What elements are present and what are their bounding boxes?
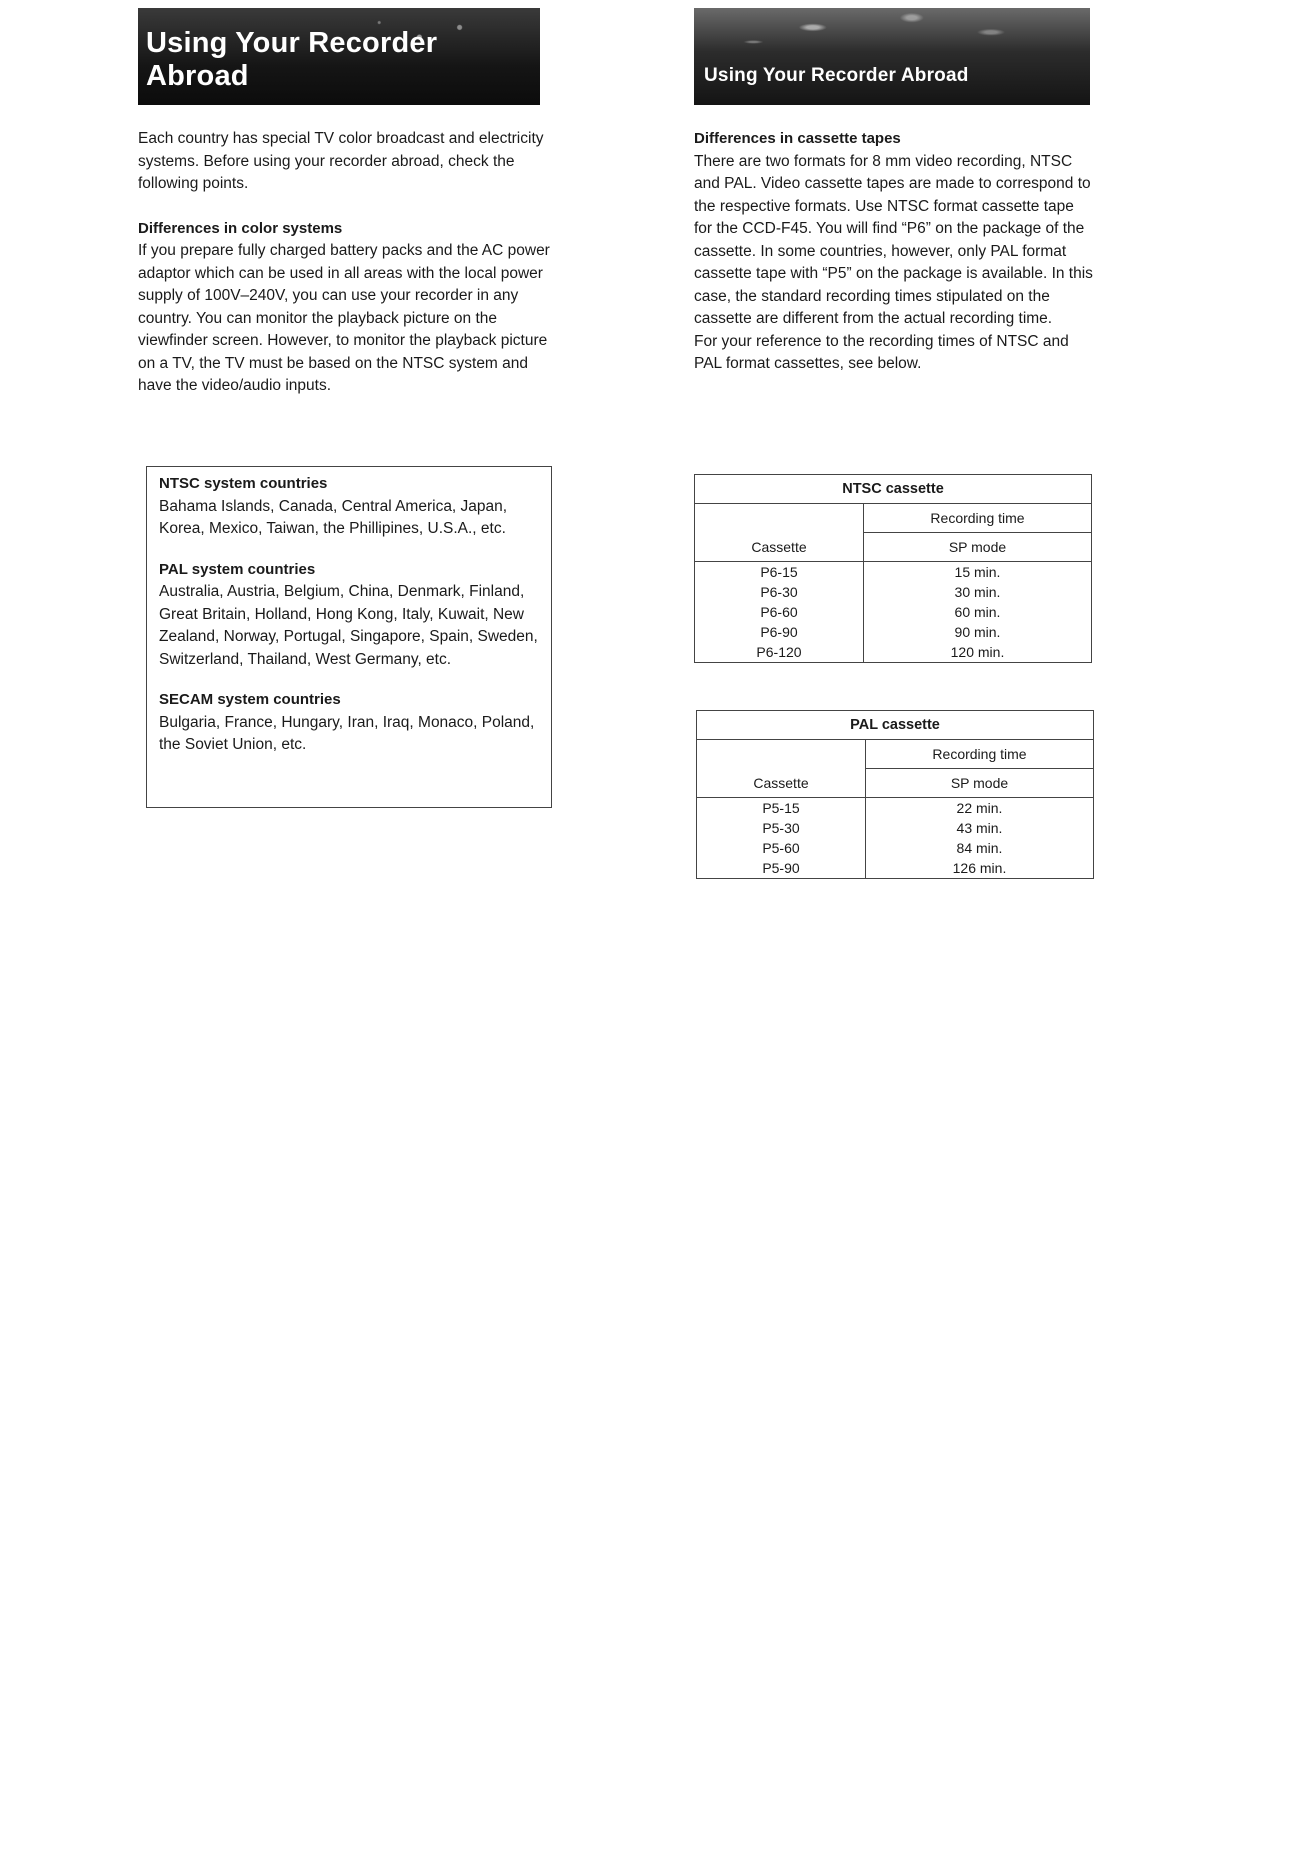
countries-box (146, 466, 552, 808)
time-cell: 30 min. (954, 584, 1001, 600)
pal-cassette-header: Cassette (697, 740, 866, 798)
cassette-cell: P5-30 (697, 818, 866, 838)
cassette-cell: P6-60 (695, 602, 864, 622)
table-row (695, 582, 1092, 602)
table-row (697, 798, 1094, 819)
pal-countries-group (159, 559, 541, 672)
cassette-cell: P5-90 (697, 858, 866, 879)
cassette-cell: P5-60 (697, 838, 866, 858)
pal-table-caption: PAL cassette (697, 711, 1094, 740)
cassette-tapes-heading: Differences in cassette tapes (694, 130, 901, 147)
table-row (697, 838, 1094, 858)
time-cell: 84 min. (956, 840, 1003, 856)
time-cell: 126 min. (952, 860, 1007, 876)
time-cell: 22 min. (956, 800, 1003, 816)
ntsc-sp-mode-header: SP mode (864, 533, 1092, 562)
secam-countries-group (159, 689, 541, 757)
time-cell: 60 min. (954, 604, 1001, 620)
ntsc-cassette-table (694, 474, 1092, 663)
time-cell: 15 min. (954, 564, 1001, 580)
intro-paragraph: Each country has special TV color broadcast and electricity systems. Before using your recorder abroad, check the following points. (138, 130, 544, 192)
pal-sp-mode-header: SP mode (866, 769, 1094, 798)
table-row (695, 622, 1092, 642)
right-title-banner (694, 8, 1090, 105)
ntsc-countries-list: Bahama Islands, Canada, Central America, Japan, Korea, Mexico, Taiwan, the Phillipines, U.S.A., etc. (159, 497, 508, 537)
secam-countries-heading: SECAM system countries (159, 691, 341, 708)
table-row (695, 642, 1092, 663)
table-row (697, 858, 1094, 879)
secam-countries-list: Bulgaria, France, Hungary, Iran, Iraq, Monaco, Poland, the Soviet Union, etc. (159, 713, 535, 753)
cassette-cell: P6-30 (695, 582, 864, 602)
cassette-tapes-paragraph: There are two formats for 8 mm video recording, NTSC and PAL. Video cassette tapes are made to correspond to the respective formats. Use NTSC format cassette tape for the CCD-F45. You will find “P6” on the package of the cassette. In some countries, however, only PAL format cassette tape with “P5” on the package is available. In this case, the standard recording times stipulated on the cassette are different from the actual recording time. (694, 152, 1093, 327)
time-cell: 43 min. (956, 820, 1003, 836)
time-cell: 90 min. (954, 624, 1001, 640)
cassette-cell: P6-120 (695, 642, 864, 663)
ntsc-cassette-header: Cassette (695, 504, 864, 562)
cassette-tapes-reference: For your reference to the recording times of NTSC and PAL format cassettes, see below. (694, 332, 1069, 372)
right-column (694, 128, 1094, 376)
time-cell: 120 min. (950, 644, 1005, 660)
table-row (695, 562, 1092, 583)
cassette-cell: P6-90 (695, 622, 864, 642)
cassette-cell: P6-15 (695, 562, 864, 583)
ntsc-table-caption: NTSC cassette (695, 475, 1092, 504)
ntsc-countries-group (159, 473, 541, 541)
pal-countries-heading: PAL system countries (159, 560, 316, 578)
pal-countries-list: Australia, Austria, Belgium, China, Denmark, Finland, Great Britain, Holland, Hong Kong, Italy, Kuwait, New Zealand, Norway, Portugal, Singapore, Spain, Sweden, Switzerland, Thailand, West Germany, etc. (159, 583, 538, 668)
color-systems-heading: Differences in color systems (138, 219, 343, 237)
color-systems-paragraph: If you prepare fully charged battery packs and the AC power adaptor which can be used in all areas with the local power supply of 100V–240V, you can use your recorder in any country. You can monitor the playback picture on the viewfinder screen. However, to monitor the playback picture on a TV, the TV must be based on the NTSC system and have the video/audio inputs. (138, 242, 550, 394)
ntsc-countries-heading: NTSC system countries (159, 475, 328, 492)
page-title: Using Your Recorder Abroad (146, 27, 438, 92)
pal-recording-time-header: Recording time (866, 740, 1094, 769)
cassette-cell: P5-15 (697, 798, 866, 819)
table-row (697, 818, 1094, 838)
running-title: Using Your Recorder Abroad (704, 65, 969, 86)
ntsc-recording-time-header: Recording time (864, 504, 1092, 533)
left-title-banner (138, 8, 540, 105)
pal-cassette-table (696, 710, 1094, 879)
left-column (138, 128, 558, 398)
table-row (695, 602, 1092, 622)
